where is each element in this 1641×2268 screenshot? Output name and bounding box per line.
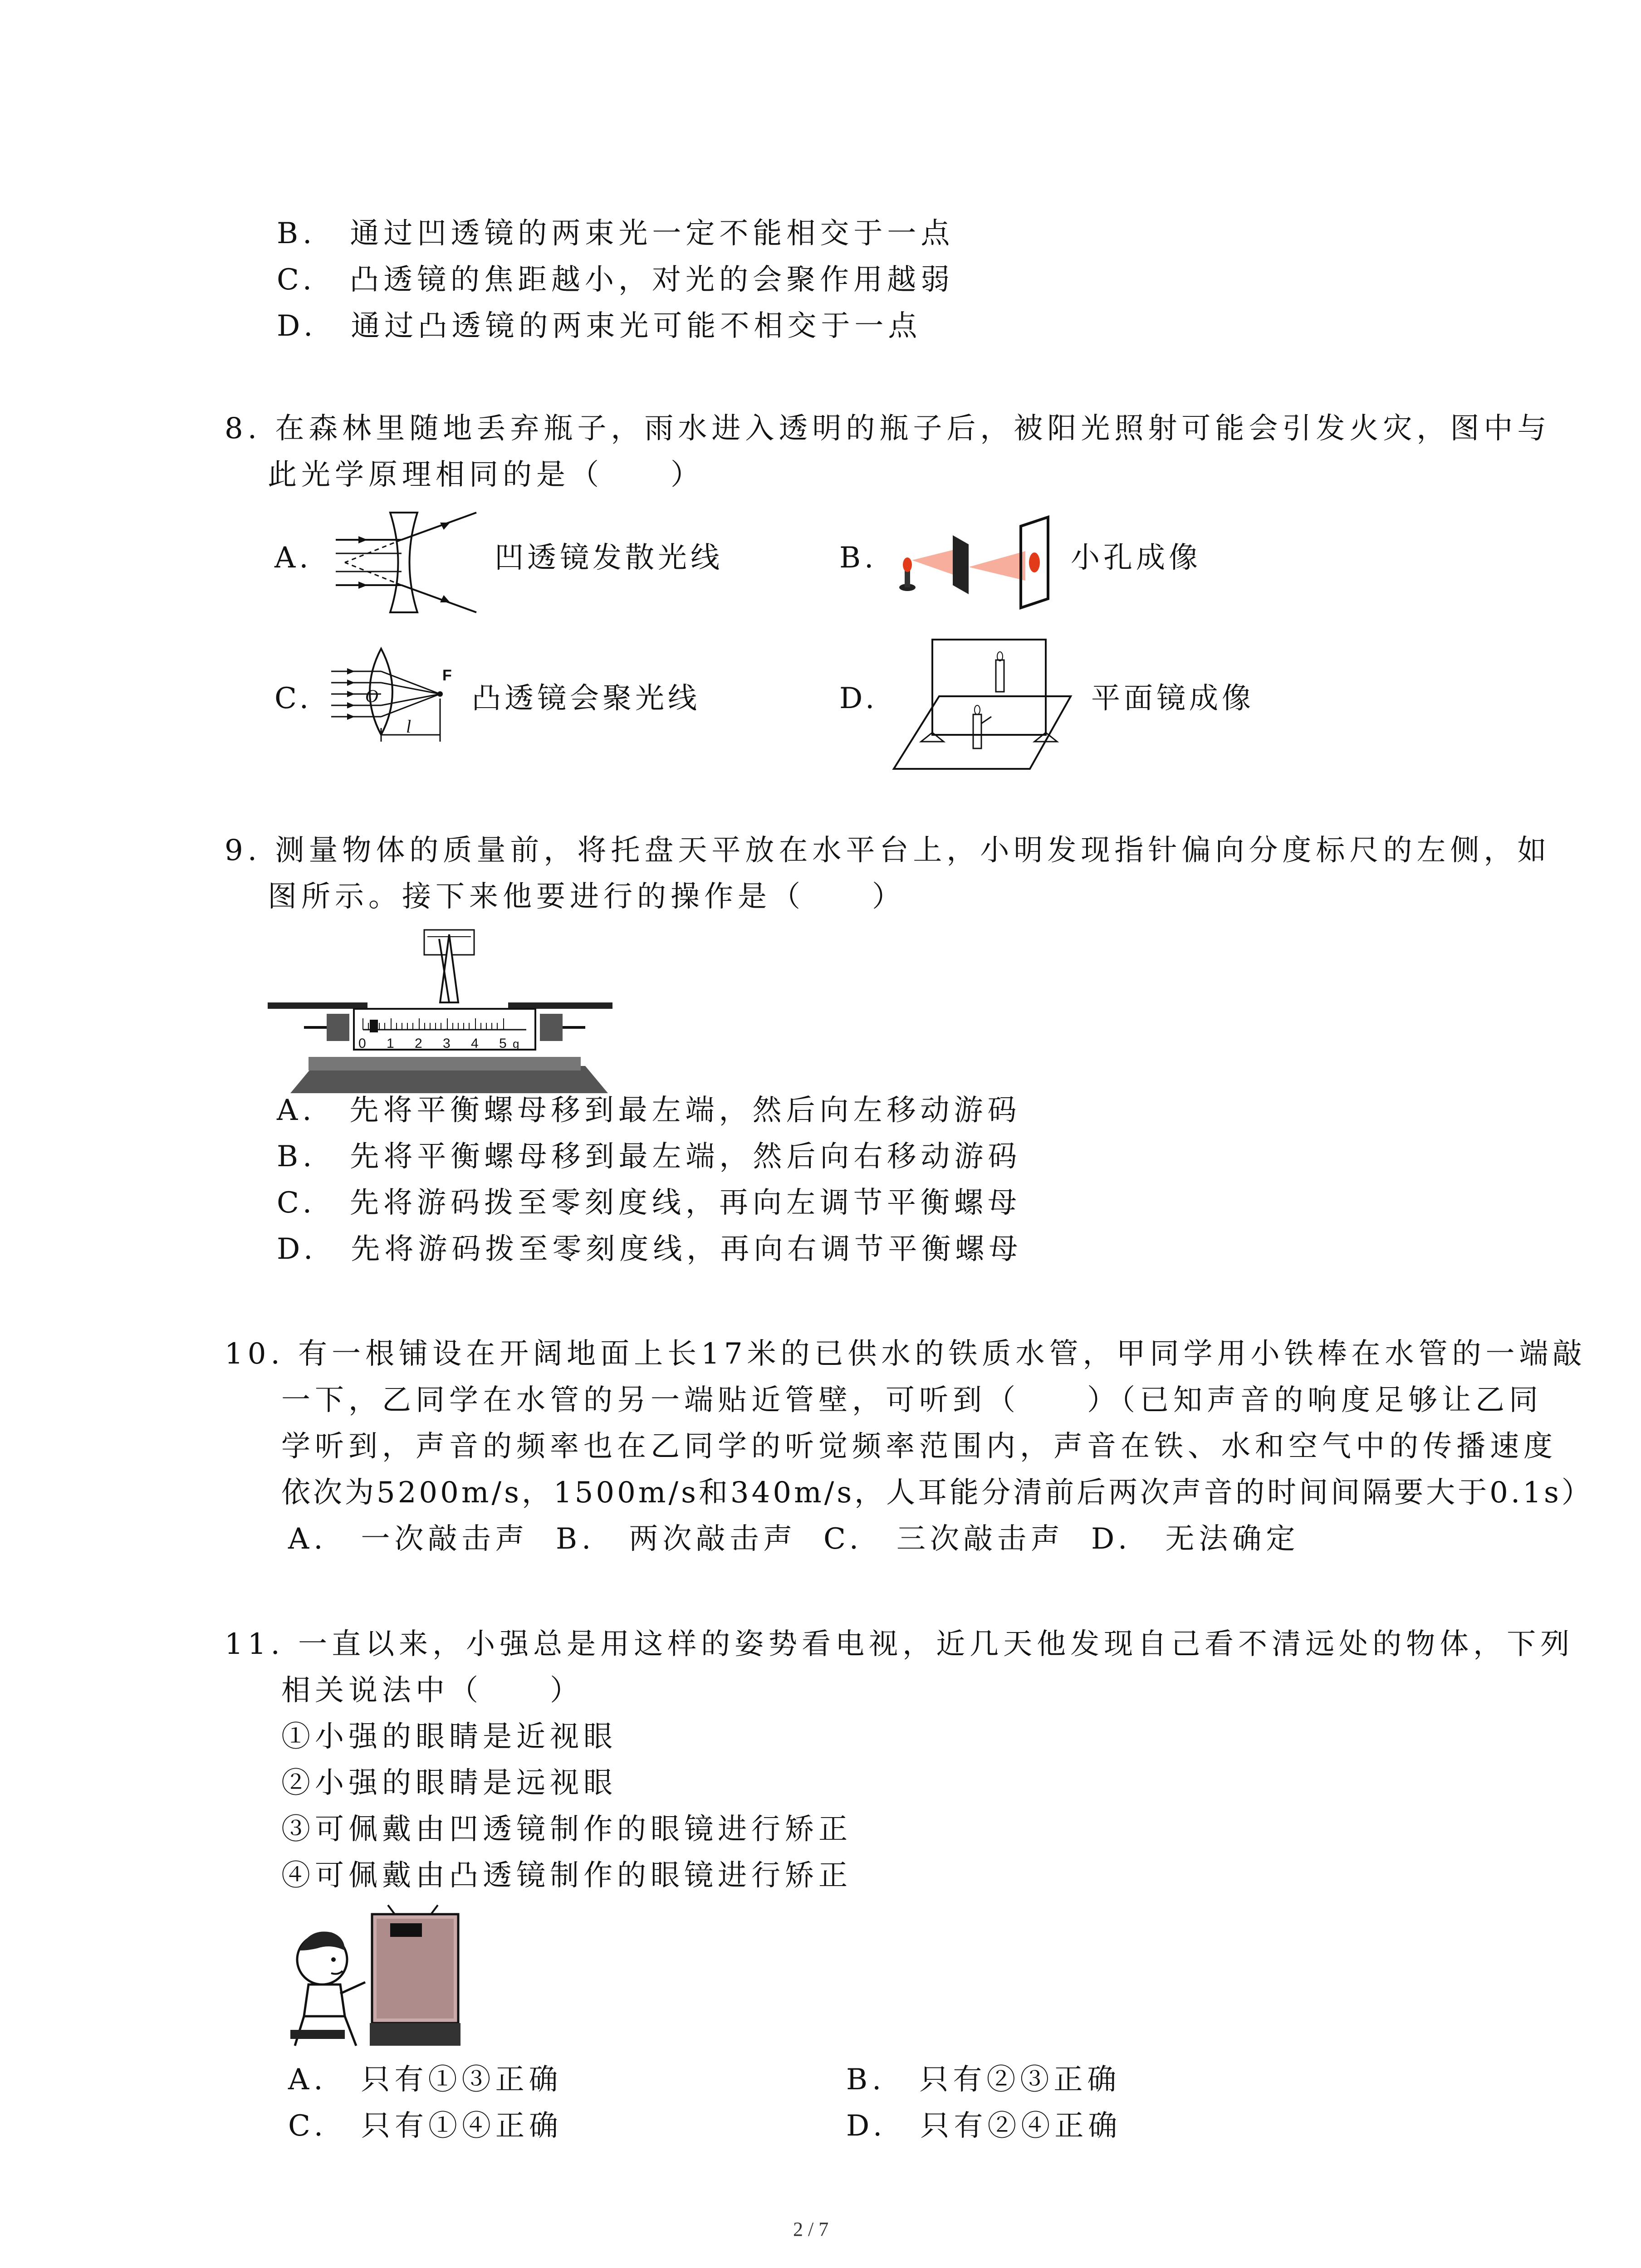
q8-option-a-letter: A.	[274, 541, 312, 575]
q8-option-d-label: 平面镜成像	[1091, 682, 1254, 715]
q9-stem-line2: 图所示。接下来他要进行的操作是（ ）	[268, 880, 906, 914]
q9-option-d: D. 先将游码拨至零刻度线，再向右调节平衡螺母	[277, 1232, 1023, 1266]
focus-label: F	[442, 667, 452, 684]
q10-stem-line4: 依次为5200m/s，1500m/s和340m/s，人耳能分清前后两次声音的时间间隔要大于0.1s）	[281, 1476, 1593, 1510]
q11-statement-3: ③可佩戴由凹透镜制作的眼镜进行矫正	[281, 1813, 852, 1846]
q11-statement-1: ①小强的眼睛是近视眼	[281, 1720, 617, 1754]
scale-tick-2: 2	[415, 1036, 422, 1051]
q8-stem-line2: 此光学原理相同的是（ ）	[268, 458, 704, 492]
scale-tick-0: 0	[358, 1036, 366, 1051]
q11-statement-2: ②小强的眼睛是远视眼	[281, 1766, 617, 1800]
q7-option-c: C. 凸透镜的焦距越小，对光的会聚作用越弱	[277, 263, 955, 297]
q9-stem-line1: 9. 测量物体的质量前，将托盘天平放在水平台上，小明发现指针偏向分度标尺的左侧，如	[225, 834, 1551, 867]
page-number: 2 / 7	[793, 2218, 829, 2240]
q11-option-a: A. 只有①③正确	[288, 2063, 563, 2097]
q10-option-b: B. 两次敲击声	[556, 1522, 797, 1556]
q9-option-a: A. 先将平衡螺母移到最左端，然后向左移动游码	[277, 1094, 1021, 1127]
scale-tick-3: 3	[443, 1036, 451, 1051]
q10-stem-line2: 一下，乙同学在水管的另一端贴近管壁，可听到（ ）（已知声音的响度足够让乙同	[281, 1383, 1543, 1417]
q8-option-c-letter: C.	[274, 682, 313, 715]
q8-option-b-letter: B.	[839, 541, 877, 575]
q7-option-b: B. 通过凹透镜的两束光一定不能相交于一点	[277, 217, 955, 250]
q8-option-a-label: 凹透镜发散光线	[495, 541, 723, 575]
scale-tick-1: 1	[387, 1036, 394, 1051]
q11-option-d: D. 只有②④正确	[846, 2109, 1122, 2143]
plane-mirror-diagram	[889, 633, 1080, 778]
focal-length-label: l	[406, 716, 411, 737]
pinhole-camera-diagram	[889, 517, 1080, 608]
pointer-indicator	[424, 930, 474, 1002]
scale-unit: g	[513, 1037, 519, 1051]
q11-option-c: C. 只有①④正确	[288, 2109, 563, 2143]
q11-statement-4: ④可佩戴由凸透镜制作的眼镜进行矫正	[281, 1859, 852, 1892]
q8-stem-line1: 8. 在森林里随地丢弃瓶子，雨水进入透明的瓶子后，被阳光照射可能会引发火灾，图中与	[225, 412, 1551, 445]
convex-lens-diagram	[327, 644, 472, 748]
balance-diagram	[268, 925, 631, 1098]
q10-stem-line1: 10. 有一根铺设在开阔地面上长17米的已供水的铁质水管，甲同学用小铁棒在水管的一端敲	[225, 1337, 1587, 1371]
q9-option-b: B. 先将平衡螺母移到最左端，然后向右移动游码	[277, 1140, 1022, 1173]
q10-option-c: C. 三次敲击声	[823, 1522, 1065, 1556]
q9-option-c: C. 先将游码拨至零刻度线，再向左调节平衡螺母	[277, 1186, 1022, 1220]
q11-stem-line2: 相关说法中（ ）	[281, 1674, 583, 1707]
concave-lens-diagram	[327, 503, 490, 621]
boy-watching-tv-illustration	[281, 1905, 472, 2059]
scale-minor-ticks	[363, 1018, 504, 1030]
scale-tick-5: 5	[499, 1036, 507, 1051]
q10-stem-line3: 学听到，声音的频率也在乙同学的听觉频率范围内，声音在铁、水和空气中的传播速度	[281, 1430, 1557, 1463]
q10-option-d: D. 无法确定	[1091, 1522, 1300, 1556]
q8-option-c-label: 凸透镜会聚光线	[472, 682, 700, 715]
optical-center-label: O	[365, 686, 378, 706]
q8-option-b-label: 小孔成像	[1071, 541, 1201, 575]
q8-option-d-letter: D.	[839, 682, 878, 715]
q11-stem-line1: 11. 一直以来，小强总是用这样的姿势看电视，近几天他发现自己看不清远处的物体，下列	[225, 1628, 1574, 1661]
scale-ruler	[358, 1030, 526, 1051]
scale-tick-4: 4	[471, 1036, 479, 1051]
q7-option-d: D. 通过凸透镜的两束光可能不相交于一点	[277, 309, 922, 343]
q11-option-b: B. 只有②③正确	[846, 2063, 1121, 2097]
q10-option-a: A. 一次敲击声	[288, 1522, 529, 1556]
